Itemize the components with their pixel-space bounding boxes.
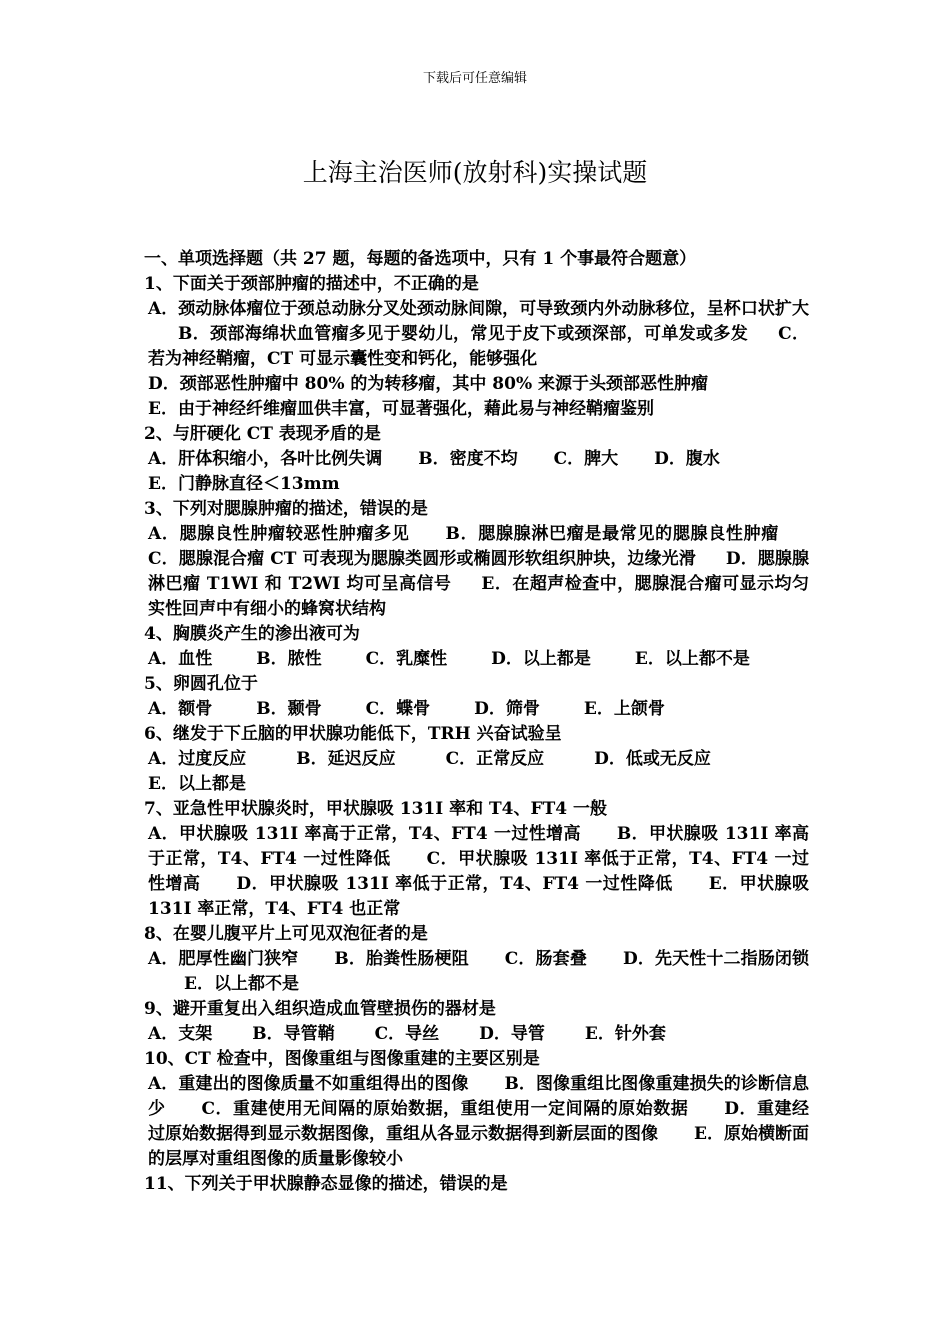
question-options: [144, 822, 809, 922]
option: C．重建使用无间隔的原始数据，重组使用一定间隔的原始数据: [201, 1099, 689, 1119]
option: B．脓性: [256, 649, 322, 669]
option: B．延迟反应: [296, 749, 396, 769]
option: C．甲状腺吸 131I 率低于正常，T4、FT4 一过性增高: [148, 849, 809, 894]
option: C．腮腺混合瘤 CT 可表现为腮腺类圆形或椭圆形软组织肿块，边缘光滑: [148, 549, 696, 569]
option: B．图像重组比图像重建损失的诊断信息少: [148, 1074, 809, 1119]
question-options: [144, 1072, 809, 1172]
option: D．甲状腺吸 131I 率低于正常，T4、FT4 一过性降低: [236, 874, 673, 894]
option: A．重建出的图像质量不如重组得出的图像: [148, 1074, 469, 1094]
option: C．乳糜性: [365, 649, 448, 669]
document-title: 上海主治医师(放射科)实操试题: [302, 158, 648, 187]
option: E．在超声检查中，腮腺混合瘤可显示均匀实性回声中有细小的蜂窝状结构: [148, 574, 809, 619]
option: B．颞骨: [256, 699, 322, 719]
option: E．门静脉直径＜13mm: [148, 474, 340, 494]
option: C．蝶骨: [365, 699, 431, 719]
question-options: [144, 297, 809, 422]
option: D．以上都是: [491, 649, 591, 669]
option: A．甲状腺吸 131I 率高于正常，T4、FT4 一过性增高: [148, 824, 581, 844]
option: B．密度不均: [418, 449, 518, 469]
question-stem: 8、在婴儿腹平片上可见双泡征者的是: [144, 924, 428, 944]
option: E．针外套: [584, 1024, 666, 1044]
option: E．原始横断面的层厚对重组图像的质量影像较小: [148, 1124, 809, 1169]
option: C．肠套叠: [504, 949, 587, 969]
option: E．以上都不是: [634, 649, 750, 669]
option: B．颈部海绵状血管瘤多见于婴幼儿，常见于皮下或颈深部，可单发或多发: [178, 324, 749, 344]
option: D．低或无反应: [594, 749, 711, 769]
option: B．导管鞘: [252, 1024, 335, 1044]
question-stem: 3、下列对腮腺肿瘤的描述，错误的是: [144, 499, 428, 519]
option: A．颈动脉体瘤位于颈总动脉分叉处颈动脉间隙，可导致颈内外动脉移位，呈杯口状扩大: [148, 299, 809, 319]
question-stem: 2、与肝硬化 CT 表现矛盾的是: [144, 424, 381, 444]
option: D．腮腺腺淋巴瘤 T1WI 和 T2WI 均可呈高信号: [148, 549, 809, 594]
option: B．腮腺腺淋巴瘤是最常见的腮腺良性肿瘤: [445, 524, 779, 544]
section-heading: 一、单项选择题（共 27 题，每题的备选项中，只有 1 个事最符合题意）: [144, 249, 697, 269]
question-options: [144, 522, 809, 622]
option: E．以上都是: [148, 774, 246, 794]
option: B．甲状腺吸 131I 率高于正常，T4、FT4 一过性降低: [148, 824, 809, 869]
question-stem: 9、避开重复出入组织造成血管壁损伤的器材是: [144, 999, 496, 1019]
option: C．若为神经鞘瘤，CT 可显示囊性变和钙化，能够强化: [148, 324, 809, 369]
option: E．以上都不是: [184, 974, 299, 994]
option: D．先天性十二指肠闭锁: [622, 949, 809, 969]
option: A．过度反应: [148, 749, 247, 769]
question-stem: 4、胸膜炎产生的渗出液可为: [144, 624, 360, 644]
option: D．腹水: [654, 449, 720, 469]
question-options: [144, 747, 809, 797]
question-stem: 11、下列关于甲状腺静态显像的描述，错误的是: [144, 1174, 508, 1194]
option: E．甲状腺吸 131I 率正常，T4、FT4 也正常: [148, 874, 809, 919]
option: B．胎粪性肠梗阻: [334, 949, 469, 969]
question-stem: 6、继发于下丘脑的甲状腺功能低下，TRH 兴奋试验呈: [144, 724, 562, 744]
option: C．导丝: [374, 1024, 440, 1044]
option: A．肥厚性幽门狭窄: [148, 949, 299, 969]
header-note: 下载后可任意编辑: [422, 71, 527, 86]
question-options: [144, 447, 809, 497]
option: E．上颌骨: [583, 699, 665, 719]
question-list: [144, 247, 809, 1197]
option: A．腮腺良性肿瘤较恶性肿瘤多见: [148, 524, 410, 544]
option: D．导管: [479, 1024, 545, 1044]
question-options: [144, 947, 809, 997]
question-options: [144, 1022, 809, 1047]
option: D．筛骨: [474, 699, 540, 719]
option: D．重建经过原始数据得到显示数据图像，重组从各显示数据得到新层面的图像: [148, 1099, 810, 1144]
question-stem: 7、亚急性甲状腺炎时，甲状腺吸 131I 率和 T4、FT4 一般: [144, 799, 607, 819]
question-stem: 1、下面关于颈部肿瘤的描述中，不正确的是: [144, 274, 479, 294]
option: A．血性: [148, 649, 213, 669]
question-options: [144, 697, 809, 722]
option: D．颈部恶性肿瘤中 80% 的为转移瘤，其中 80% 来源于头颈部恶性肿瘤: [148, 374, 709, 394]
option: A．支架: [148, 1024, 213, 1044]
option: E．由于神经纤维瘤皿供丰富，可显著强化，藉此易与神经鞘瘤鉴别: [148, 399, 654, 419]
question-options: [144, 647, 809, 672]
option: A．额骨: [148, 699, 213, 719]
option: C．脾大: [553, 449, 619, 469]
option: C．正常反应: [445, 749, 545, 769]
question-stem: 10、CT 检查中，图像重组与图像重建的主要区别是: [144, 1049, 540, 1069]
question-stem: 5、卵圆孔位于: [144, 674, 258, 694]
option: A．肝体积缩小，各叶比例失调: [148, 449, 383, 469]
